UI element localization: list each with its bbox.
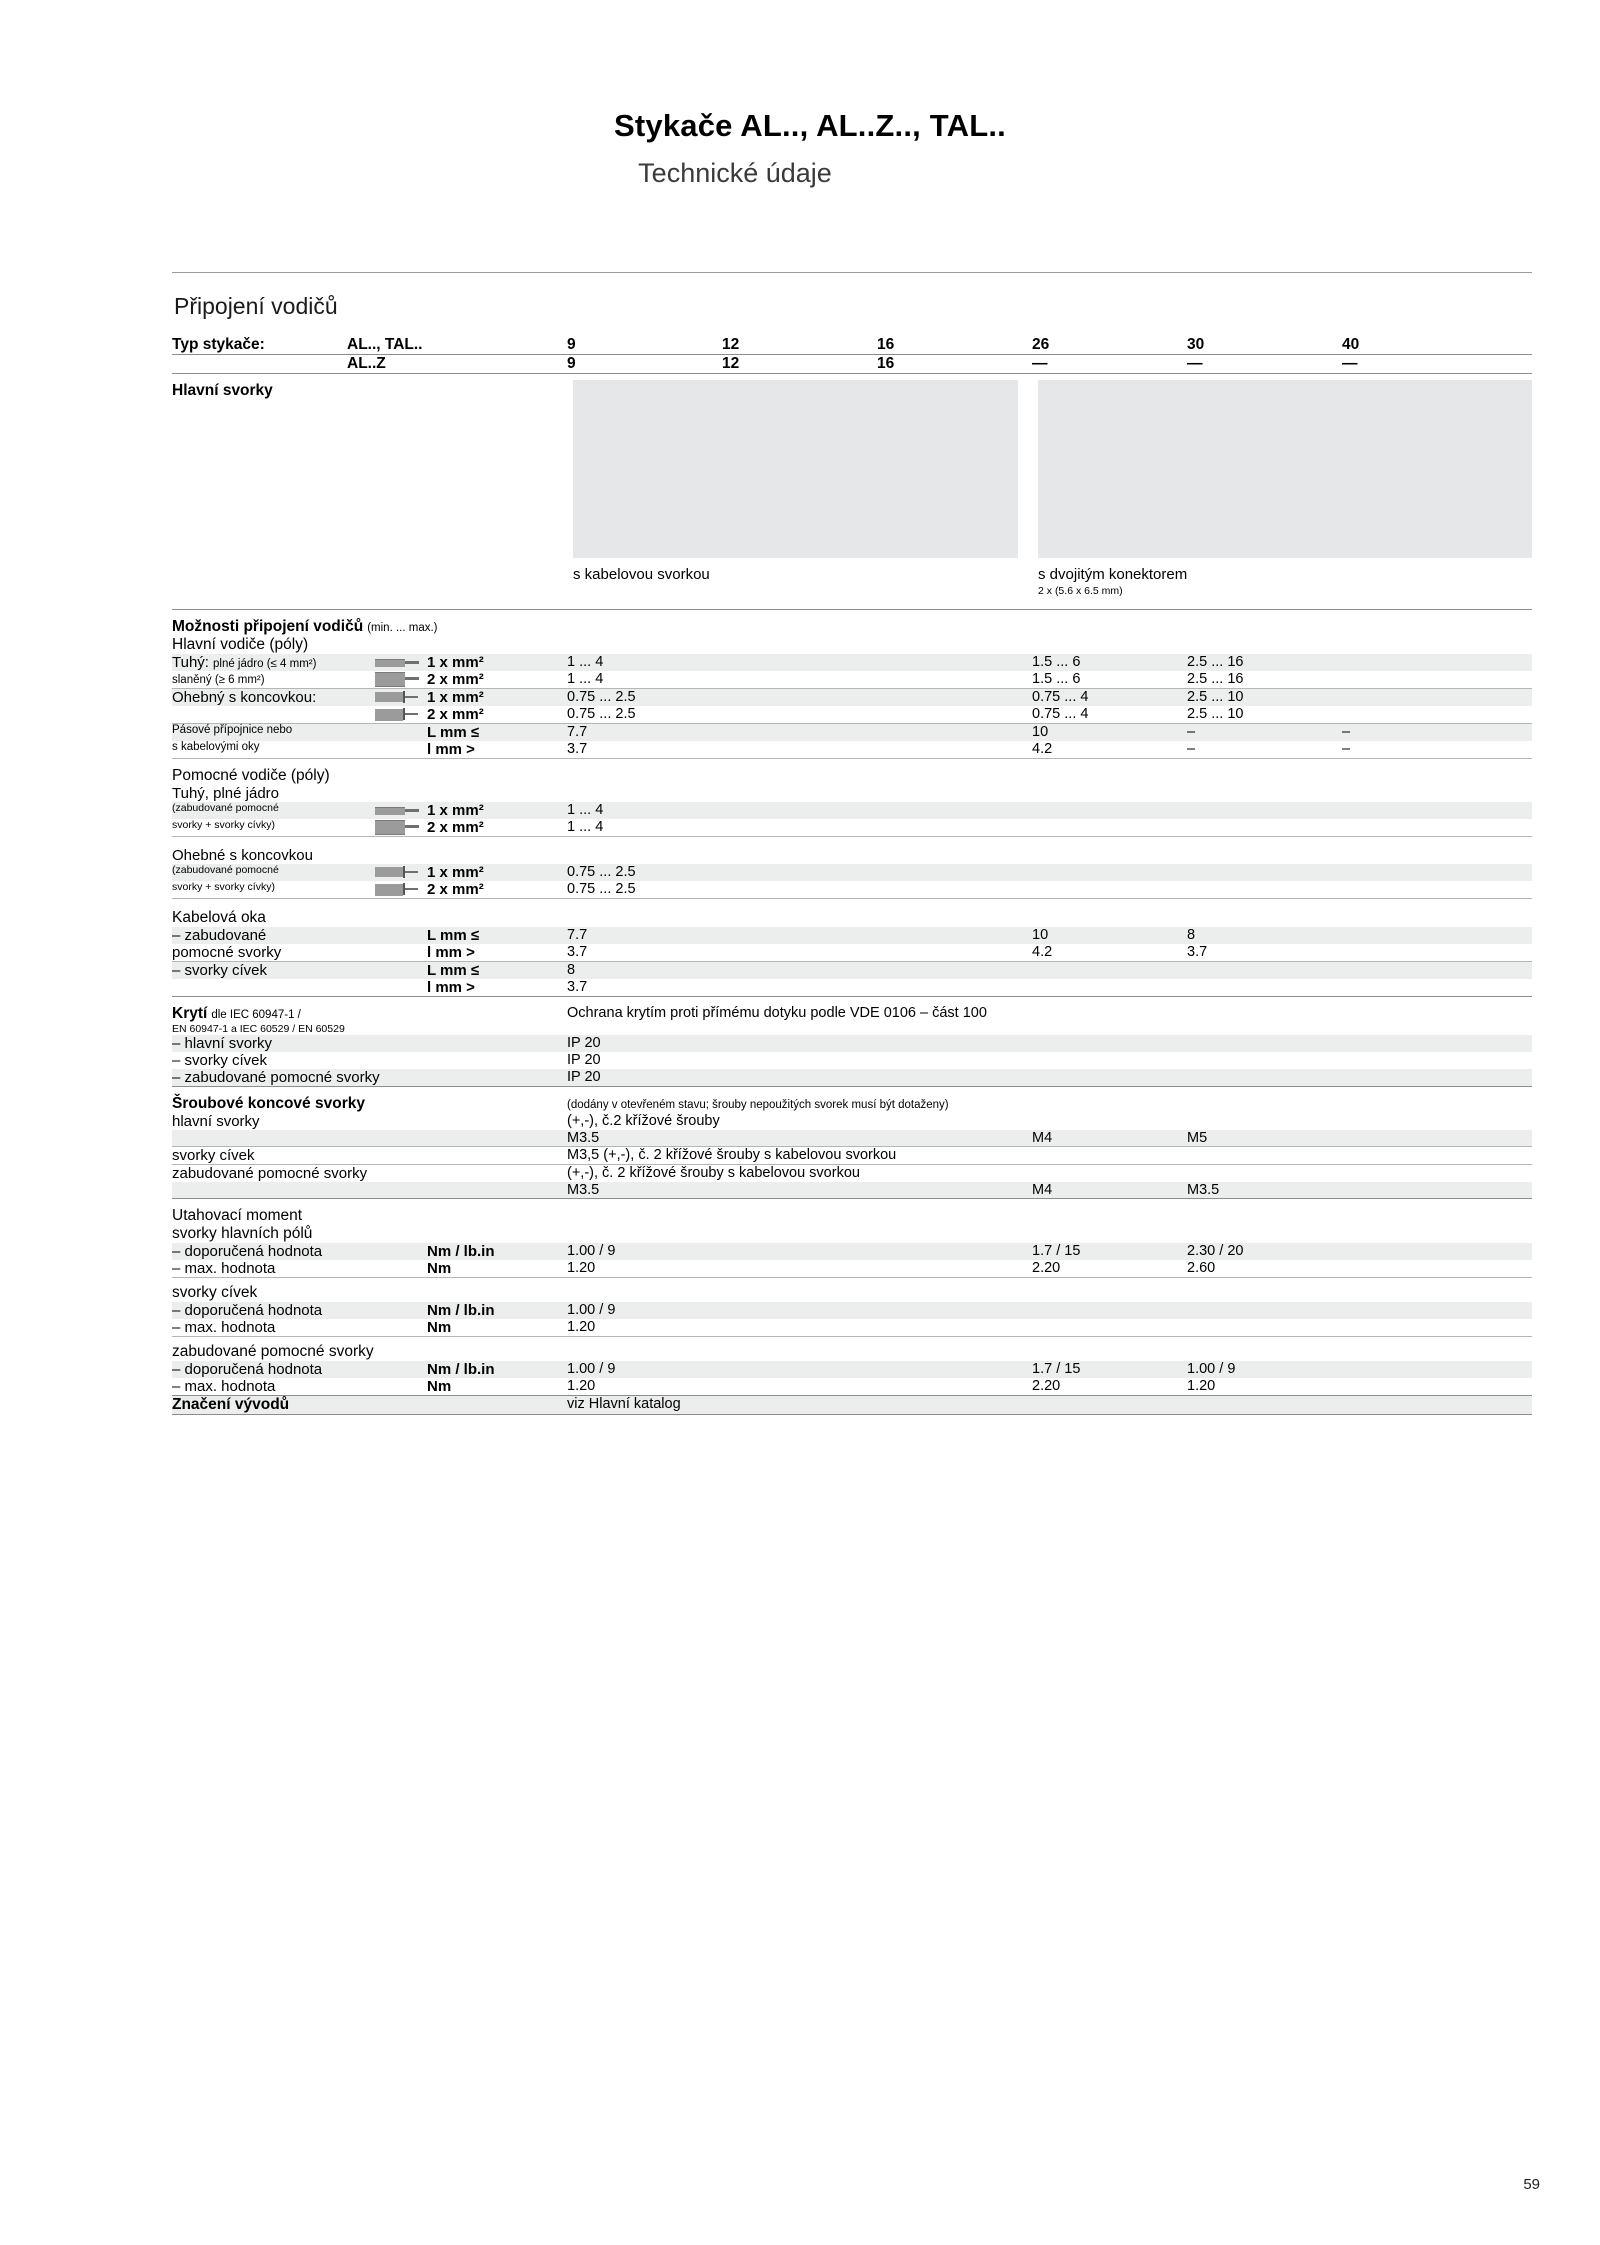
screw-main-size-v4: M4 — [1032, 1130, 1053, 1146]
lugs-coil-label: – svorky cívek — [172, 962, 268, 979]
table-row-torque-main-max — [172, 1260, 1532, 1278]
busbar-label-1: Pásové přípojnice nebo — [172, 724, 293, 736]
main-terminal-image-right — [1038, 380, 1532, 558]
aux-note-2: svorky + svorky cívky) — [172, 819, 275, 831]
main-terminal-subcaption-right: 2 x (5.6 x 6.5 mm) — [1038, 585, 1123, 597]
lugs-label: Kabelová oka — [172, 909, 266, 926]
table-row-torque-coil-rec — [172, 1302, 1532, 1319]
screw-main-label: hlavní svorky — [172, 1113, 260, 1130]
protection-aux-label: – zabudované pomocné svorky — [172, 1069, 380, 1086]
page-title-text: Stykače AL.., AL..Z.., TAL.. — [613, 108, 1006, 143]
aux-conductors-label: Pomocné vodiče (póly) — [172, 767, 330, 784]
terminal-marking-value: viz Hlavní katalog — [567, 1396, 681, 1412]
wire-icon-cell-7 — [347, 864, 427, 881]
torque-coil-max-unit: Nm — [427, 1319, 452, 1336]
torque-coil-rec-v1: 1.00 / 9 — [567, 1302, 616, 1318]
lugs-coil-unit-L: L mm ≤ — [427, 962, 480, 979]
protection-main-value: IP 20 — [567, 1035, 601, 1051]
type-row-sub: AL.., TAL.. — [347, 336, 423, 353]
solid2-label-note: slaněný (≥ 6 mm²) — [172, 674, 265, 686]
busbar-L-v4: 10 — [1032, 724, 1049, 740]
screw-main-value: (+,-), č.2 křížové šrouby — [567, 1113, 720, 1129]
table-row-main-terminals — [172, 374, 1532, 598]
typez-value-26: — — [1032, 355, 1048, 372]
table-row-screw-aux-sizes — [172, 1182, 1532, 1199]
wire-solid-1x-icon — [375, 657, 421, 668]
lugs-builtin-label2: pomocné svorky — [172, 944, 282, 961]
wire-solid-2x-icon — [375, 671, 421, 687]
flex-2x-v1: 0.75 ... 2.5 — [567, 706, 636, 722]
wire-ferrule-1x-icon-aux — [375, 866, 421, 879]
table-row-aux-flex-label — [172, 837, 1532, 865]
protection-aux-value: IP 20 — [567, 1069, 601, 1085]
solid-label: Tuhý: — [172, 654, 209, 671]
torque-title-line1: Utahovací moment — [172, 1207, 303, 1224]
wire-icon-cell-8 — [347, 881, 427, 899]
content-area — [172, 272, 1532, 1415]
table-row-torque-aux-max — [172, 1378, 1532, 1396]
torque-aux-max-label: – max. hodnota — [172, 1378, 276, 1395]
terminal-marking-label: Značení vývodů — [172, 1396, 290, 1413]
aux-flex-label: Ohebné s koncovkou — [172, 847, 313, 864]
table-row-busbar-l — [172, 741, 1532, 759]
torque-aux-rec-label: – doporučená hodnota — [172, 1361, 323, 1378]
type-row-label-2 — [172, 355, 347, 374]
top-divider — [172, 272, 1532, 273]
lugs-builtin-L-v1: 7.7 — [567, 927, 588, 943]
table-row-flex-1x — [172, 689, 1532, 707]
main-terminal-image-right-cell — [1032, 374, 1532, 598]
table-row-aux-solid-2x — [172, 819, 1532, 837]
flex-1x-v1: 0.75 ... 2.5 — [567, 689, 636, 705]
table-row-terminal-marking — [172, 1396, 1532, 1415]
main-terminal-caption-right: s dvojitým konektorem — [1038, 566, 1188, 583]
busbar-unit-2: l mm > — [427, 741, 475, 758]
main-terminal-image-left-cell — [567, 374, 1032, 598]
table-row-aux-solid-1x — [172, 802, 1532, 819]
page-subtitle — [0, 158, 1600, 189]
busbar-l-v5: – — [1187, 741, 1196, 757]
screw-coil-label: svorky cívek — [172, 1147, 255, 1164]
lugs-builtin-L-v5: 8 — [1187, 927, 1196, 943]
screw-terminals-note: (dodány v otevřeném stavu; šrouby nepoužitých svorek musí být dotaženy) — [567, 1099, 949, 1111]
solid-2x-v4: 1.5 ... 6 — [1032, 671, 1081, 687]
torque-main-rec-v5: 2.30 / 20 — [1187, 1243, 1244, 1259]
table-row-torque-main-rec — [172, 1243, 1532, 1260]
type-value-16: 16 — [877, 336, 895, 353]
busbar-l-v6: – — [1342, 741, 1351, 757]
table-row-busbar-L — [172, 724, 1532, 742]
solid-2x-v5: 2.5 ... 16 — [1187, 671, 1244, 687]
torque-main-max-v4: 2.20 — [1032, 1260, 1061, 1276]
aux-flex-2x-unit: 2 x mm² — [427, 881, 484, 898]
table-row-main-conductors-label — [172, 636, 1532, 654]
torque-main-max-v5: 2.60 — [1187, 1260, 1216, 1276]
main-terminal-caption-left: s kabelovou svorkou — [573, 566, 710, 583]
connection-options-title: Možnosti připojení vodičů — [172, 618, 364, 635]
busbar-L-v5: – — [1187, 724, 1196, 740]
connection-options-title-cell — [172, 610, 1532, 637]
torque-aux-title: zabudované pomocné svorky — [172, 1343, 374, 1360]
type-value-9: 9 — [567, 336, 576, 353]
page-subtitle-text: Technické údaje — [638, 158, 832, 188]
table-row-torque-title-1 — [172, 1199, 1532, 1226]
lugs-coil-unit-l: l mm > — [427, 979, 475, 996]
lugs-coil-L-v1: 8 — [567, 962, 576, 978]
torque-coil-rec-label: – doporučená hodnota — [172, 1302, 323, 1319]
table-row-torque-coil-max — [172, 1319, 1532, 1337]
table-row-aux-flex-1x — [172, 864, 1532, 881]
torque-coil-max-v1: 1.20 — [567, 1319, 596, 1335]
table-row-solid-2x — [172, 671, 1532, 689]
main-terminals-label: Hlavní svorky — [172, 382, 273, 399]
lugs-builtin-label: – zabudované — [172, 927, 267, 944]
protection-coil-label: – svorky cívek — [172, 1052, 268, 1069]
solid-1x-v5: 2.5 ... 16 — [1187, 654, 1244, 670]
table-row-lugs-coil-l — [172, 979, 1532, 997]
document-header — [0, 0, 1600, 189]
table-row-aux-solid-label — [172, 785, 1532, 802]
table-row-torque-title-2 — [172, 1225, 1532, 1243]
screw-aux-value: (+,-), č. 2 křížové šrouby s kabelovou svorkou — [567, 1165, 860, 1181]
protection-main-label: – hlavní svorky — [172, 1035, 273, 1052]
typez-value-16: 16 — [877, 355, 895, 372]
solid-label-note: plné jádro (≤ 4 mm²) — [213, 658, 317, 670]
protection-label: Krytí — [172, 1005, 208, 1022]
lugs-builtin-l-v5: 3.7 — [1187, 944, 1208, 960]
lugs-builtin-l-v1: 3.7 — [567, 944, 588, 960]
type-value-30: 30 — [1187, 336, 1205, 353]
solid-1x-unit: 1 x mm² — [427, 654, 484, 671]
aux-solid-2x-unit: 2 x mm² — [427, 819, 484, 836]
flex-1x-v4: 0.75 ... 4 — [1032, 689, 1089, 705]
lugs-builtin-unit-L: L mm ≤ — [427, 927, 480, 944]
torque-main-max-unit: Nm — [427, 1260, 452, 1277]
wire-ferrule-2x-icon-aux — [375, 883, 421, 896]
table-row-screw-aux — [172, 1165, 1532, 1183]
torque-aux-rec-v4: 1.7 / 15 — [1032, 1361, 1081, 1377]
type-value-12: 12 — [722, 336, 740, 353]
aux-solid-1x-unit: 1 x mm² — [427, 802, 484, 819]
table-row-aux-label — [172, 759, 1532, 786]
lugs-builtin-unit-l: l mm > — [427, 944, 475, 961]
torque-aux-max-v1: 1.20 — [567, 1378, 596, 1394]
busbar-unit-1: L mm ≤ — [427, 724, 480, 741]
solid2-row-label-cell — [172, 671, 347, 689]
typez-value-40: — — [1342, 355, 1358, 372]
torque-coil-title: svorky cívek — [172, 1284, 258, 1301]
typez-value-9: 9 — [567, 355, 576, 372]
section-title: Připojení vodičů — [174, 293, 338, 319]
screw-aux-size-v4: M4 — [1032, 1182, 1053, 1198]
table-row-screw-main-sizes — [172, 1130, 1532, 1147]
protection-coil-value: IP 20 — [567, 1052, 601, 1068]
page-title — [0, 108, 1600, 144]
lugs-builtin-L-v4: 10 — [1032, 927, 1049, 943]
torque-main-rec-v1: 1.00 / 9 — [567, 1243, 616, 1259]
aux-solid-2x-v1: 1 ... 4 — [567, 819, 604, 835]
wire-icon-cell-5 — [347, 802, 427, 819]
protection-label-cell — [172, 997, 567, 1024]
type-value-40: 40 — [1342, 336, 1360, 353]
torque-aux-rec-unit: Nm / lb.in — [427, 1361, 495, 1378]
aux-solid-1x-v1: 1 ... 4 — [567, 802, 604, 818]
torque-coil-max-label: – max. hodnota — [172, 1319, 276, 1336]
lugs-coil-l-v1: 3.7 — [567, 979, 588, 995]
wire-icon-cell-1 — [347, 654, 427, 671]
aux-flex-2x-v1: 0.75 ... 2.5 — [567, 881, 636, 897]
screw-aux-label: zabudované pomocné svorky — [172, 1165, 368, 1182]
typez-value-30: — — [1187, 355, 1203, 372]
torque-main-rec-unit: Nm / lb.in — [427, 1243, 495, 1260]
solid-2x-unit: 2 x mm² — [427, 671, 484, 688]
torque-aux-max-v4: 2.20 — [1032, 1378, 1061, 1394]
table-row-lugs-coil-L — [172, 962, 1532, 980]
protection-note2: EN 60947-1 a IEC 60529 / EN 60529 — [172, 1023, 345, 1035]
protection-note: dle IEC 60947-1 / — [211, 1009, 301, 1021]
torque-aux-rec-v5: 1.00 / 9 — [1187, 1361, 1236, 1377]
screw-aux-size-v1: M3.5 — [567, 1182, 600, 1198]
flex-2x-unit: 2 x mm² — [427, 706, 484, 723]
table-row-lugs-label — [172, 899, 1532, 928]
table-row-type-al-tal — [172, 336, 1532, 355]
wire-icon-cell-6 — [347, 819, 427, 837]
table-row-protection-main — [172, 1035, 1532, 1052]
busbar-L-v6: – — [1342, 724, 1351, 740]
wire-ferrule-2x-icon — [375, 708, 421, 721]
screw-terminals-title: Šroubové koncové svorky — [172, 1095, 365, 1112]
type-value-26: 26 — [1032, 336, 1050, 353]
spacer-row-1 — [172, 597, 1532, 610]
screw-main-size-v5: M5 — [1187, 1130, 1208, 1146]
table-row-screw-main — [172, 1113, 1532, 1130]
screw-aux-size-v5: M3.5 — [1187, 1182, 1220, 1198]
protection-value: Ochrana krytím proti přímému dotyku podle VDE 0106 – část 100 — [567, 1005, 987, 1021]
main-terminal-image-left — [573, 380, 1018, 558]
table-row-lugs-builtin-L — [172, 927, 1532, 944]
type-row-sub-2: AL..Z — [347, 355, 386, 372]
flex-2x-v5: 2.5 ... 10 — [1187, 706, 1244, 722]
aux-flex-1x-v1: 0.75 ... 2.5 — [567, 864, 636, 880]
typez-value-12: 12 — [722, 355, 740, 372]
solid-1x-v4: 1.5 ... 6 — [1032, 654, 1081, 670]
wire-solid-1x-icon-aux — [375, 805, 421, 816]
table-row-connection-options-title — [172, 610, 1532, 637]
table-row-solid-1x — [172, 654, 1532, 671]
aux-solid-label: Tuhý, plné jádro — [172, 785, 280, 802]
table-row-torque-aux-title — [172, 1337, 1532, 1362]
table-row-protection-title — [172, 997, 1532, 1024]
table-row-type-alz — [172, 355, 1532, 374]
table-row-torque-coil-title — [172, 1278, 1532, 1303]
table-row-torque-aux-rec — [172, 1361, 1532, 1378]
torque-main-max-v1: 1.20 — [567, 1260, 596, 1276]
wire-ferrule-1x-icon — [375, 691, 421, 704]
wire-icon-cell-2 — [347, 671, 427, 689]
type-row-label: Typ stykače: — [172, 336, 265, 353]
flex-1x-v5: 2.5 ... 10 — [1187, 689, 1244, 705]
aux-flex-1x-unit: 1 x mm² — [427, 864, 484, 881]
main-conductors-label: Hlavní vodiče (póly) — [172, 636, 309, 653]
torque-aux-rec-v1: 1.00 / 9 — [567, 1361, 616, 1377]
solid-1x-v1: 1 ... 4 — [567, 654, 604, 670]
solid-row-label-cell — [172, 654, 347, 671]
torque-main-max-label: – max. hodnota — [172, 1260, 276, 1277]
table-row-aux-flex-2x — [172, 881, 1532, 899]
screw-main-size-v1: M3.5 — [567, 1130, 600, 1146]
busbar-l-v4: 4.2 — [1032, 741, 1053, 757]
table-row-screw-title — [172, 1087, 1532, 1114]
busbar-l-v1: 3.7 — [567, 741, 588, 757]
table-row-lugs-builtin-l — [172, 944, 1532, 962]
page-number: 59 — [1523, 2176, 1540, 2193]
torque-aux-max-unit: Nm — [427, 1378, 452, 1395]
torque-coil-rec-unit: Nm / lb.in — [427, 1302, 495, 1319]
busbar-L-v1: 7.7 — [567, 724, 588, 740]
connection-options-note: (min. ... max.) — [367, 622, 438, 634]
specs-table — [172, 336, 1532, 1415]
torque-aux-max-v5: 1.20 — [1187, 1378, 1216, 1394]
torque-main-rec-label: – doporučená hodnota — [172, 1243, 323, 1260]
aux-note-1: (zabudované pomocné — [172, 802, 279, 814]
table-row-flex-2x — [172, 706, 1532, 724]
lugs-builtin-l-v4: 4.2 — [1032, 944, 1053, 960]
table-row-protection-aux — [172, 1069, 1532, 1087]
aux-flex-note-1: (zabudované pomocné — [172, 864, 279, 876]
table-row-screw-coil — [172, 1147, 1532, 1165]
torque-main-rec-v4: 1.7 / 15 — [1032, 1243, 1081, 1259]
wire-solid-2x-icon-aux — [375, 819, 421, 835]
aux-flex-note-2: svorky + svorky cívky) — [172, 881, 275, 893]
table-row-protection-note2 — [172, 1023, 1532, 1035]
flex-2x-v4: 0.75 ... 4 — [1032, 706, 1089, 722]
table-row-protection-coil — [172, 1052, 1532, 1069]
flex-label: Ohebný s koncovkou: — [172, 689, 317, 706]
torque-title-line2: svorky hlavních pólů — [172, 1225, 313, 1242]
flex-1x-unit: 1 x mm² — [427, 689, 484, 706]
screw-coil-value: M3,5 (+,-), č. 2 křížové šrouby s kabelovou svorkou — [567, 1147, 897, 1163]
solid-2x-v1: 1 ... 4 — [567, 671, 604, 687]
busbar-label-2: s kabelovými oky — [172, 741, 260, 753]
wire-icon-cell-3 — [347, 689, 427, 707]
wire-icon-cell-4 — [347, 706, 427, 724]
